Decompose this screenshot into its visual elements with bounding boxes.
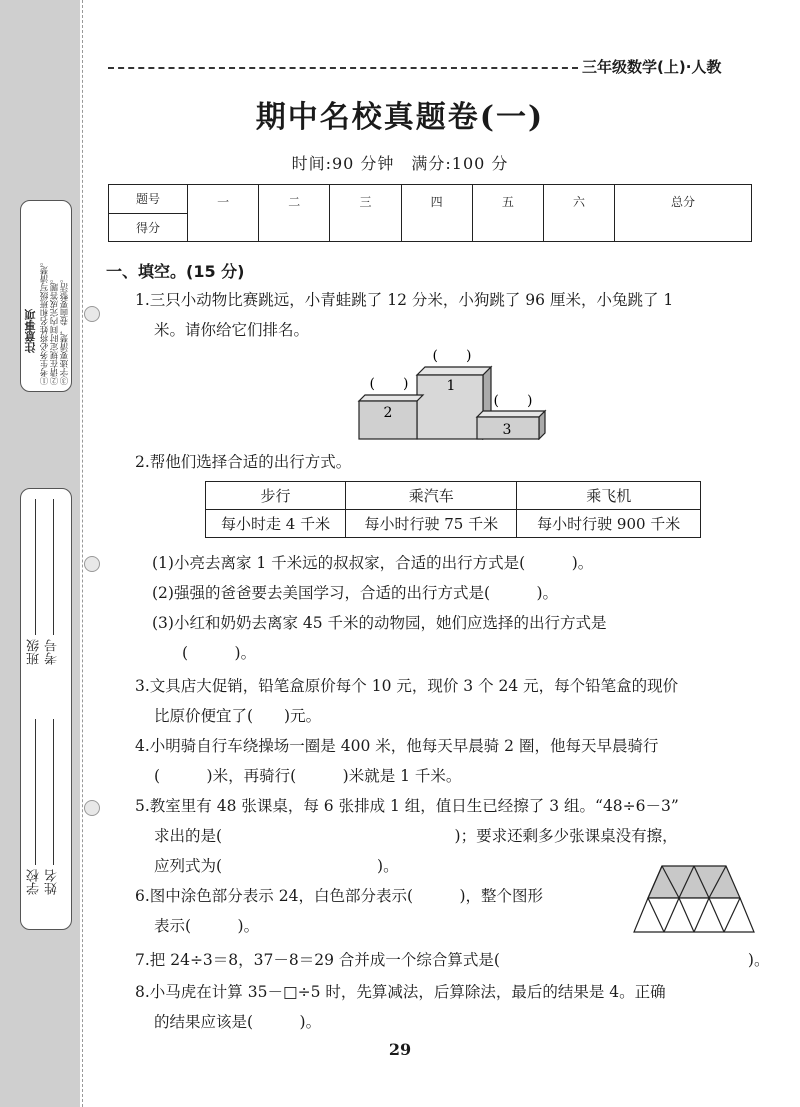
q3-line2: 比原价便宜了( )元。 bbox=[154, 707, 322, 725]
travel-table bbox=[205, 481, 701, 538]
subject-label: 三年级数学(上)·人教 bbox=[582, 58, 722, 76]
score-header-cell: 三 bbox=[330, 185, 401, 242]
q5-line1: 5.教室里有 48 张课桌，每 6 张排成 1 组，值日生已经擦了 3 组。“48÷6－3” bbox=[135, 797, 679, 815]
q2-text: 2.帮他们选择合适的出行方式。 bbox=[135, 453, 352, 471]
q7-text: 7.把 24÷3＝8，37－8＝29 合并成一个综合算式是( )。 bbox=[135, 951, 770, 969]
q1-line2: 米。请你给它们排名。 bbox=[154, 321, 310, 339]
score-header-cell: 题号 bbox=[109, 185, 188, 214]
school-line[interactable] bbox=[35, 719, 36, 865]
podium-figure bbox=[355, 345, 555, 440]
notice-line-1: ①考生务必将姓名和班级写清楚。 bbox=[40, 257, 50, 385]
podium-answer-first[interactable]: ( ) bbox=[432, 348, 472, 364]
binding-hole bbox=[84, 306, 100, 322]
score-row-label: 得分 bbox=[109, 213, 188, 242]
binding-hole bbox=[84, 556, 100, 572]
q8-line1: 8.小马虎在计算 35－□÷5 时，先算减法，后算除法，最后的结果是 4。正确 bbox=[135, 983, 666, 1001]
class-label: 班级 bbox=[27, 639, 42, 665]
q4-line2: ( )米，再骑行( )米就是 1 千米。 bbox=[154, 767, 462, 785]
shaded-region bbox=[648, 866, 740, 898]
section-heading: 一、填空。(15 分) bbox=[106, 262, 245, 281]
q2-2: (2)强强的爸爸要去美国学习，合适的出行方式是( )。 bbox=[152, 584, 559, 602]
class-line[interactable] bbox=[35, 499, 36, 635]
name-line[interactable] bbox=[53, 719, 54, 865]
podium-third-label: 3 bbox=[502, 422, 512, 438]
exam-no-label: 考号 bbox=[45, 639, 60, 665]
podium-answer-second[interactable]: ( ) bbox=[369, 376, 409, 392]
travel-header-car: 乘汽车 bbox=[346, 482, 517, 510]
q3-line1: 3.文具店大促销，铅笔盒原价每个 10 元，现价 3 个 24 元，每个铅笔盒的现价 bbox=[135, 677, 679, 695]
q6-line1: 6.图中涂色部分表示 24，白色部分表示( )，整个图形 bbox=[135, 887, 544, 905]
q2-3-line2: ( )。 bbox=[182, 644, 257, 662]
podium-answer-third[interactable]: ( ) bbox=[493, 393, 533, 409]
name-label: 姓名 bbox=[45, 869, 60, 895]
travel-speed-plane: 每小时行驶 900 千米 bbox=[517, 510, 701, 538]
q5-line3: 应列式为( )。 bbox=[154, 857, 399, 875]
score-header-cell: 五 bbox=[472, 185, 543, 242]
q5-line2: 求出的是( )；要求还剩多少张课桌没有擦， bbox=[154, 827, 678, 845]
q2-1: (1)小亮去离家 1 千米远的叔叔家，合适的出行方式是( )。 bbox=[152, 554, 594, 572]
podium-first-label: 1 bbox=[446, 378, 456, 394]
page-title: 期中名校真题卷(一) bbox=[255, 100, 545, 135]
score-header-cell: 总分 bbox=[615, 185, 752, 242]
binding-hole bbox=[84, 800, 100, 816]
q6-line2: 表示( )。 bbox=[154, 917, 260, 935]
notice-line-3: ③字迹要清楚，卷面要整洁。 bbox=[60, 274, 70, 385]
exam-info: 时间:90 分钟 满分:100 分 bbox=[291, 154, 509, 173]
notice-panel bbox=[20, 200, 72, 392]
podium-second-label: 2 bbox=[383, 405, 393, 421]
header-dashed-line bbox=[108, 67, 578, 69]
school-label: 学校 bbox=[27, 869, 42, 895]
score-header-cell: 六 bbox=[543, 185, 614, 242]
q2-3-line1: (3)小红和奶奶去离家 45 千米的动物园，她们应选择的出行方式是 bbox=[152, 614, 607, 632]
exam-no-line[interactable] bbox=[53, 499, 54, 635]
score-header-cell: 二 bbox=[259, 185, 330, 242]
page-number: 29 bbox=[388, 1040, 412, 1059]
q1-line1: 1.三只小动物比赛跳远，小青蛙跳了 12 分米，小狗跳了 96 厘米，小兔跳了 1 bbox=[135, 291, 674, 309]
travel-header-plane: 乘飞机 bbox=[517, 482, 701, 510]
notice-title: 注意事项 bbox=[24, 309, 37, 353]
triangle-figure bbox=[632, 864, 756, 936]
score-header-cell: 四 bbox=[401, 185, 472, 242]
travel-speed-walk: 每小时走 4 千米 bbox=[206, 510, 346, 538]
score-table bbox=[108, 184, 752, 242]
white-region bbox=[634, 898, 754, 932]
student-info-panel bbox=[20, 488, 72, 930]
travel-header-walk: 步行 bbox=[206, 482, 346, 510]
travel-speed-car: 每小时行驶 75 千米 bbox=[346, 510, 517, 538]
score-header-cell: 一 bbox=[188, 185, 259, 242]
q8-line2: 的结果应该是( )。 bbox=[154, 1013, 322, 1031]
notice-line-2: ②请在规定时间内完成答题。 bbox=[50, 274, 60, 385]
q4-line1: 4.小明骑自行车绕操场一圈是 400 米，他每天早晨骑 2 圈，他每天早晨骑行 bbox=[135, 737, 659, 755]
